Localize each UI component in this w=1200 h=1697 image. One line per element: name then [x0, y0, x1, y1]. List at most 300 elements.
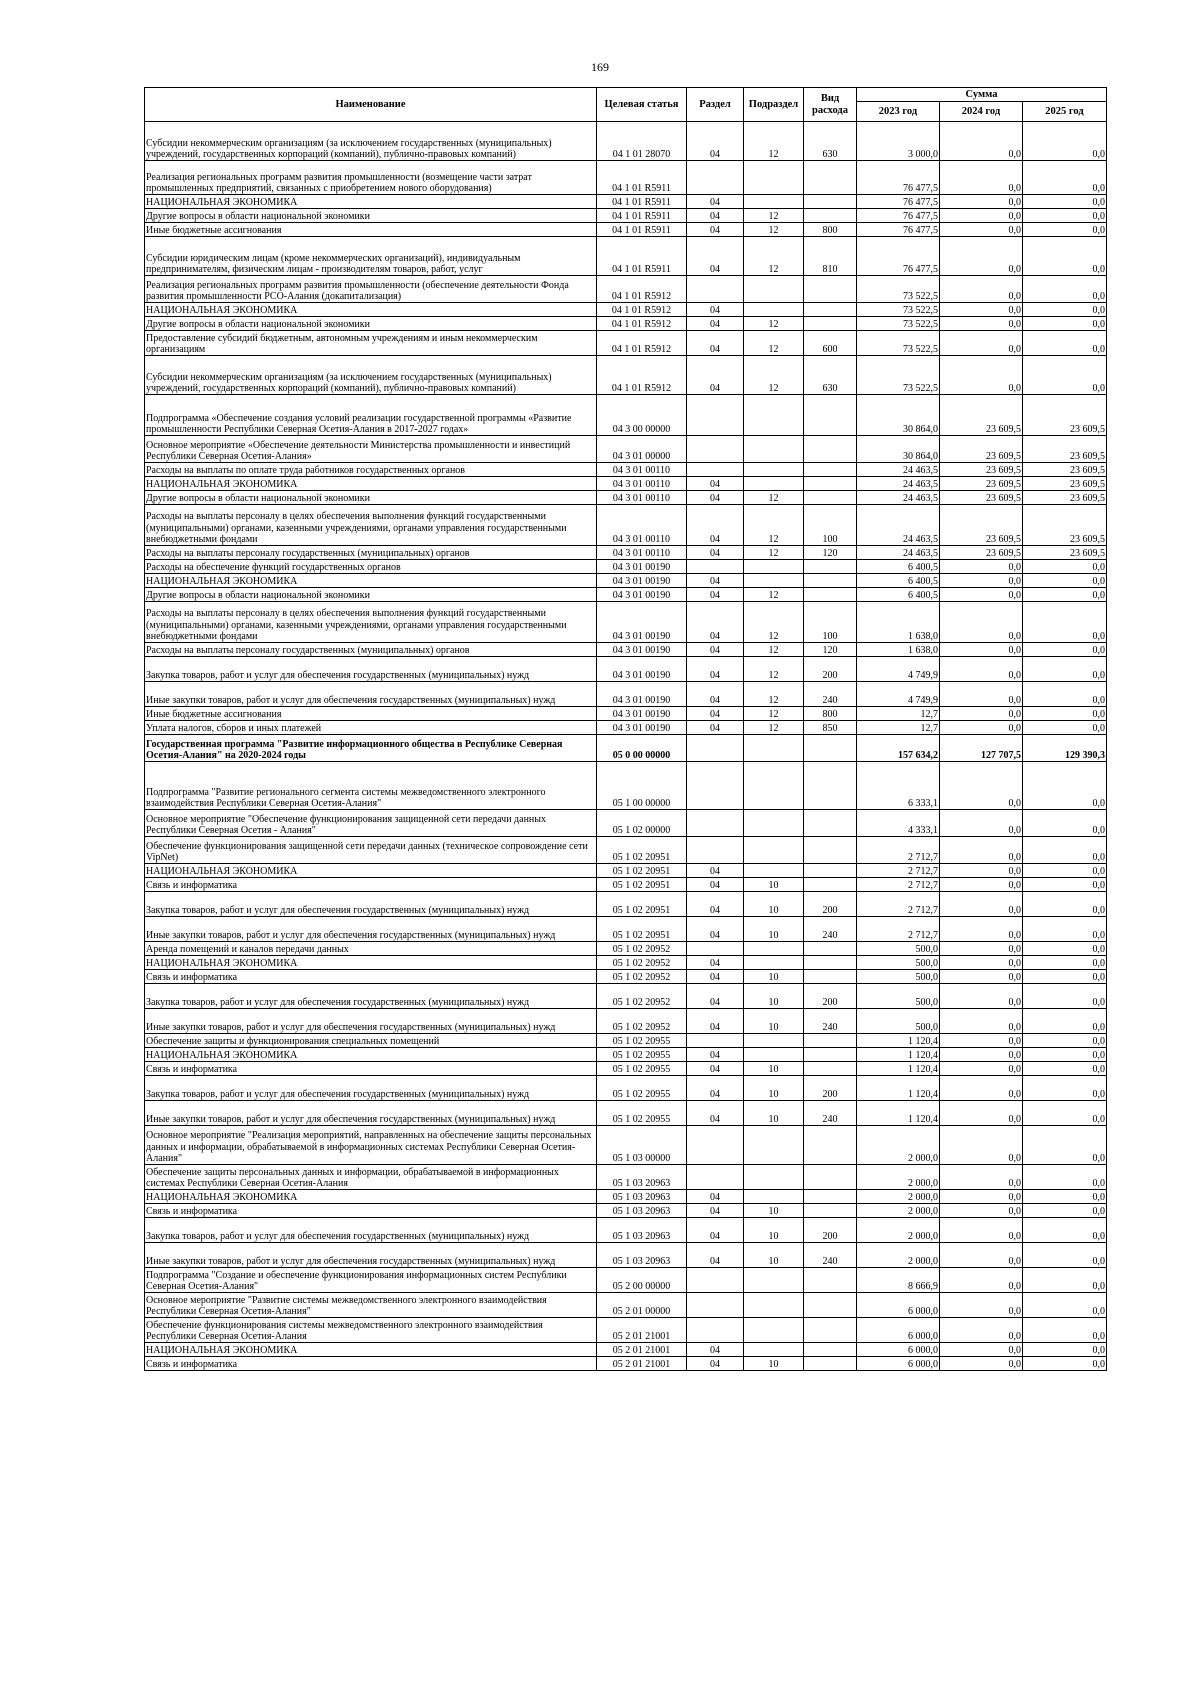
cell-v2023: 6 400,5 — [857, 588, 940, 602]
table-row — [145, 657, 1107, 682]
cell-name: Обеспечение защиты и функционирования специальных помещений — [145, 1034, 597, 1048]
cell-v2024: 0,0 — [940, 303, 1023, 317]
cell-sub: 12 — [744, 682, 804, 707]
cell-v2024: 0,0 — [940, 1062, 1023, 1076]
cell-v2023: 500,0 — [857, 970, 940, 984]
cell-code: 04 1 01 R5912 — [597, 276, 687, 303]
cell-sub: 10 — [744, 984, 804, 1009]
cell-name: Расходы на выплаты по оплате труда работников государственных органов — [145, 463, 597, 477]
cell-kind: 200 — [804, 984, 857, 1009]
cell-sub — [744, 762, 804, 810]
cell-name: Другие вопросы в области национальной экономики — [145, 209, 597, 223]
cell-v2024: 0,0 — [940, 588, 1023, 602]
table-row — [145, 436, 1107, 463]
cell-kind — [804, 1190, 857, 1204]
cell-kind: 810 — [804, 237, 857, 276]
cell-v2024: 0,0 — [940, 864, 1023, 878]
header-sum: Сумма — [857, 88, 1107, 102]
cell-name: Основное мероприятие «Обеспечение деятельности Министерства промышленности и инвестиций Республики Северная Осетия-Алания» — [145, 436, 597, 463]
cell-sub — [744, 864, 804, 878]
cell-kind: 600 — [804, 331, 857, 356]
cell-sub — [744, 1190, 804, 1204]
cell-sub: 12 — [744, 317, 804, 331]
cell-kind — [804, 810, 857, 837]
cell-code: 04 1 01 R5912 — [597, 317, 687, 331]
table-row — [145, 1009, 1107, 1034]
table-row — [145, 395, 1107, 436]
table-row — [145, 956, 1107, 970]
cell-sec — [687, 837, 744, 864]
cell-v2025: 0,0 — [1023, 837, 1107, 864]
cell-code: 05 1 03 20963 — [597, 1165, 687, 1190]
cell-sec: 04 — [687, 505, 744, 546]
cell-v2024: 23 609,5 — [940, 546, 1023, 560]
table-row — [145, 643, 1107, 657]
table-row — [145, 1101, 1107, 1126]
cell-sec: 04 — [687, 491, 744, 505]
cell-v2025: 0,0 — [1023, 721, 1107, 735]
cell-code: 05 1 02 20955 — [597, 1048, 687, 1062]
cell-sec: 04 — [687, 574, 744, 588]
table-row — [145, 970, 1107, 984]
cell-sub — [744, 1048, 804, 1062]
table-row — [145, 735, 1107, 762]
cell-v2024: 127 707,5 — [940, 735, 1023, 762]
cell-v2023: 4 749,9 — [857, 682, 940, 707]
cell-v2025: 0,0 — [1023, 1048, 1107, 1062]
cell-v2023: 24 463,5 — [857, 463, 940, 477]
cell-sub — [744, 395, 804, 436]
table-row — [145, 1126, 1107, 1165]
cell-v2025: 0,0 — [1023, 643, 1107, 657]
cell-name: Обеспечение функционирования системы межведомственного электронного взаимодействия Республики Северная Осетия-Алания — [145, 1318, 597, 1343]
cell-code: 05 1 02 20951 — [597, 917, 687, 942]
table-row — [145, 892, 1107, 917]
cell-v2024: 23 609,5 — [940, 463, 1023, 477]
cell-name: Закупка товаров, работ и услуг для обеспечения государственных (муниципальных) нужд — [145, 1076, 597, 1101]
cell-v2025: 0,0 — [1023, 878, 1107, 892]
cell-name: Основное мероприятие "Обеспечение функционирования защищенной сети передачи данных Республики Северная Осетия - Алания" — [145, 810, 597, 837]
cell-v2024: 0,0 — [940, 1218, 1023, 1243]
cell-v2025: 0,0 — [1023, 588, 1107, 602]
cell-code: 05 1 02 20952 — [597, 956, 687, 970]
cell-v2024: 0,0 — [940, 837, 1023, 864]
cell-code: 05 1 02 20955 — [597, 1062, 687, 1076]
cell-v2025: 0,0 — [1023, 1268, 1107, 1293]
cell-v2024: 0,0 — [940, 1243, 1023, 1268]
cell-kind: 240 — [804, 682, 857, 707]
cell-sec: 04 — [687, 223, 744, 237]
cell-kind: 850 — [804, 721, 857, 735]
cell-sec: 04 — [687, 1190, 744, 1204]
cell-sub — [744, 463, 804, 477]
cell-code: 05 1 02 20951 — [597, 892, 687, 917]
cell-sub — [744, 276, 804, 303]
cell-sec: 04 — [687, 331, 744, 356]
cell-name: Аренда помещений и каналов передачи данных — [145, 942, 597, 956]
cell-kind — [804, 588, 857, 602]
cell-v2025: 0,0 — [1023, 161, 1107, 195]
table-row — [145, 560, 1107, 574]
cell-v2025: 0,0 — [1023, 1034, 1107, 1048]
table-row — [145, 303, 1107, 317]
cell-kind: 120 — [804, 643, 857, 657]
cell-name: НАЦИОНАЛЬНАЯ ЭКОНОМИКА — [145, 1343, 597, 1357]
cell-code: 04 3 01 00110 — [597, 463, 687, 477]
cell-name: Связь и информатика — [145, 878, 597, 892]
cell-v2025: 0,0 — [1023, 657, 1107, 682]
cell-code: 05 1 02 20952 — [597, 970, 687, 984]
cell-sec: 04 — [687, 878, 744, 892]
cell-v2024: 0,0 — [940, 970, 1023, 984]
cell-v2024: 23 609,5 — [940, 477, 1023, 491]
cell-v2025: 129 390,3 — [1023, 735, 1107, 762]
table-row — [145, 942, 1107, 956]
table-row — [145, 505, 1107, 546]
table-row — [145, 223, 1107, 237]
table-row — [145, 1076, 1107, 1101]
cell-code: 05 1 02 20955 — [597, 1101, 687, 1126]
cell-sec — [687, 276, 744, 303]
cell-code: 04 3 01 00190 — [597, 657, 687, 682]
cell-v2025: 0,0 — [1023, 1218, 1107, 1243]
cell-code: 04 1 01 R5911 — [597, 223, 687, 237]
cell-kind — [804, 1204, 857, 1218]
cell-v2024: 0,0 — [940, 1034, 1023, 1048]
cell-v2023: 30 864,0 — [857, 395, 940, 436]
cell-sub — [744, 1165, 804, 1190]
cell-sub: 12 — [744, 721, 804, 735]
cell-kind: 240 — [804, 917, 857, 942]
header-name: Наименование — [145, 88, 597, 122]
cell-v2023: 3 000,0 — [857, 122, 940, 161]
table-row — [145, 1034, 1107, 1048]
cell-sub — [744, 195, 804, 209]
cell-sub: 12 — [744, 546, 804, 560]
table-row — [145, 864, 1107, 878]
header-code: Целевая статья — [597, 88, 687, 122]
cell-name: Подпрограмма "Создание и обеспечение функционирования информационных систем Республики Северная Осетия-Алания" — [145, 1268, 597, 1293]
cell-code: 05 2 01 21001 — [597, 1357, 687, 1371]
cell-sub — [744, 477, 804, 491]
table-row — [145, 195, 1107, 209]
cell-v2025: 0,0 — [1023, 1165, 1107, 1190]
cell-sec: 04 — [687, 237, 744, 276]
cell-kind — [804, 395, 857, 436]
cell-sec: 04 — [687, 602, 744, 643]
cell-v2023: 2 712,7 — [857, 878, 940, 892]
cell-sec: 04 — [687, 317, 744, 331]
cell-name: НАЦИОНАЛЬНАЯ ЭКОНОМИКА — [145, 195, 597, 209]
cell-sec: 04 — [687, 1204, 744, 1218]
cell-code: 05 2 01 21001 — [597, 1343, 687, 1357]
cell-name: Связь и информатика — [145, 970, 597, 984]
cell-v2025: 0,0 — [1023, 917, 1107, 942]
cell-v2025: 0,0 — [1023, 810, 1107, 837]
cell-sec: 04 — [687, 546, 744, 560]
cell-name: Закупка товаров, работ и услуг для обеспечения государственных (муниципальных) нужд — [145, 1218, 597, 1243]
cell-sub: 10 — [744, 1218, 804, 1243]
cell-sub: 12 — [744, 707, 804, 721]
cell-v2023: 6 000,0 — [857, 1318, 940, 1343]
cell-sub — [744, 810, 804, 837]
cell-v2023: 24 463,5 — [857, 505, 940, 546]
cell-sec: 04 — [687, 1357, 744, 1371]
cell-name: Иные закупки товаров, работ и услуг для обеспечения государственных (муниципальных) нужд — [145, 917, 597, 942]
cell-kind — [804, 970, 857, 984]
cell-v2023: 1 120,4 — [857, 1076, 940, 1101]
cell-code: 04 3 01 00190 — [597, 574, 687, 588]
cell-v2025: 0,0 — [1023, 602, 1107, 643]
cell-v2025: 0,0 — [1023, 1343, 1107, 1357]
cell-sec — [687, 762, 744, 810]
cell-v2023: 500,0 — [857, 942, 940, 956]
cell-sec: 04 — [687, 477, 744, 491]
cell-v2024: 0,0 — [940, 956, 1023, 970]
cell-sec — [687, 810, 744, 837]
cell-sub: 12 — [744, 237, 804, 276]
cell-v2024: 0,0 — [940, 942, 1023, 956]
cell-sub — [744, 837, 804, 864]
cell-sub: 10 — [744, 1204, 804, 1218]
cell-code: 04 1 01 R5911 — [597, 195, 687, 209]
cell-code: 05 1 02 20951 — [597, 878, 687, 892]
cell-v2025: 0,0 — [1023, 1243, 1107, 1268]
cell-v2023: 500,0 — [857, 956, 940, 970]
cell-v2023: 76 477,5 — [857, 209, 940, 223]
cell-v2024: 0,0 — [940, 574, 1023, 588]
cell-sub: 10 — [744, 917, 804, 942]
cell-kind — [804, 477, 857, 491]
cell-v2024: 0,0 — [940, 1343, 1023, 1357]
cell-v2023: 6 000,0 — [857, 1293, 940, 1318]
cell-v2023: 24 463,5 — [857, 491, 940, 505]
cell-v2025: 0,0 — [1023, 864, 1107, 878]
cell-name: Связь и информатика — [145, 1062, 597, 1076]
cell-sub: 10 — [744, 892, 804, 917]
cell-v2023: 12,7 — [857, 721, 940, 735]
cell-name: Расходы на выплаты персоналу государственных (муниципальных) органов — [145, 643, 597, 657]
cell-kind — [804, 303, 857, 317]
table-body — [145, 122, 1107, 1371]
cell-kind: 240 — [804, 1243, 857, 1268]
cell-sec: 04 — [687, 356, 744, 395]
cell-sub: 10 — [744, 1062, 804, 1076]
cell-v2023: 6 000,0 — [857, 1343, 940, 1357]
table-row — [145, 237, 1107, 276]
cell-code: 05 2 01 21001 — [597, 1318, 687, 1343]
cell-sec: 04 — [687, 917, 744, 942]
cell-sec: 04 — [687, 195, 744, 209]
cell-v2023: 1 120,4 — [857, 1048, 940, 1062]
cell-v2025: 23 609,5 — [1023, 477, 1107, 491]
cell-v2023: 1 120,4 — [857, 1101, 940, 1126]
cell-sub — [744, 1126, 804, 1165]
cell-code: 05 2 01 00000 — [597, 1293, 687, 1318]
cell-sub: 10 — [744, 1009, 804, 1034]
cell-v2025: 0,0 — [1023, 1357, 1107, 1371]
cell-v2024: 0,0 — [940, 892, 1023, 917]
cell-kind — [804, 436, 857, 463]
cell-code: 05 1 02 20955 — [597, 1034, 687, 1048]
cell-kind — [804, 1293, 857, 1318]
cell-name: Субсидии юридическим лицам (кроме некоммерческих организаций), индивидуальным предпринимателям, физическим лицам - производителям товаров, работ, услуг — [145, 237, 597, 276]
cell-kind — [804, 1357, 857, 1371]
cell-sub: 12 — [744, 505, 804, 546]
cell-sec: 04 — [687, 707, 744, 721]
cell-v2023: 4 333,1 — [857, 810, 940, 837]
cell-kind — [804, 1034, 857, 1048]
cell-v2024: 0,0 — [940, 1268, 1023, 1293]
cell-v2023: 30 864,0 — [857, 436, 940, 463]
cell-kind: 120 — [804, 546, 857, 560]
cell-v2024: 23 609,5 — [940, 436, 1023, 463]
cell-sec — [687, 1293, 744, 1318]
table-row — [145, 1243, 1107, 1268]
table-row — [145, 1218, 1107, 1243]
cell-kind — [804, 317, 857, 331]
table-row — [145, 984, 1107, 1009]
cell-kind: 100 — [804, 505, 857, 546]
cell-v2025: 0,0 — [1023, 956, 1107, 970]
cell-name: НАЦИОНАЛЬНАЯ ЭКОНОМИКА — [145, 303, 597, 317]
cell-sub: 10 — [744, 970, 804, 984]
cell-sub: 12 — [744, 602, 804, 643]
cell-kind: 240 — [804, 1009, 857, 1034]
cell-sub — [744, 1318, 804, 1343]
cell-name: Государственная программа "Развитие информационного общества в Республике Северная Осетия-Алания" на 2020-2024 годы — [145, 735, 597, 762]
cell-sub: 12 — [744, 331, 804, 356]
cell-sec: 04 — [687, 1076, 744, 1101]
table-row — [145, 1190, 1107, 1204]
cell-v2023: 2 712,7 — [857, 892, 940, 917]
cell-v2023: 2 000,0 — [857, 1126, 940, 1165]
cell-sub — [744, 574, 804, 588]
cell-sec: 04 — [687, 682, 744, 707]
cell-kind — [804, 942, 857, 956]
table-row — [145, 762, 1107, 810]
cell-name: Субсидии некоммерческим организациям (за исключением государственных (муниципальных) учреждений, государственных корпораций (компаний), публично-правовых компаний) — [145, 356, 597, 395]
cell-v2024: 0,0 — [940, 331, 1023, 356]
cell-v2025: 0,0 — [1023, 560, 1107, 574]
cell-sub — [744, 1293, 804, 1318]
cell-v2024: 0,0 — [940, 643, 1023, 657]
cell-name: Основное мероприятие "Реализация мероприятий, направленных на обеспечение защиты персональных данных и информации, обрабатываемой в информационных системах Республики Северная Осетия-Алания" — [145, 1126, 597, 1165]
table-header — [145, 88, 1107, 122]
cell-name: Реализация региональных программ развития промышленности (обеспечение деятельности Фонда развития промышленности РСО-Алания (докапитализация) — [145, 276, 597, 303]
cell-sub — [744, 436, 804, 463]
cell-sec: 04 — [687, 1343, 744, 1357]
cell-sub — [744, 956, 804, 970]
table-row — [145, 810, 1107, 837]
cell-v2024: 0,0 — [940, 223, 1023, 237]
table-row — [145, 1204, 1107, 1218]
cell-name: Расходы на выплаты персоналу государственных (муниципальных) органов — [145, 546, 597, 560]
cell-v2023: 73 522,5 — [857, 303, 940, 317]
cell-v2023: 500,0 — [857, 1009, 940, 1034]
cell-code: 04 3 01 00110 — [597, 477, 687, 491]
cell-code: 04 1 01 R5911 — [597, 209, 687, 223]
cell-v2024: 0,0 — [940, 657, 1023, 682]
cell-v2025: 0,0 — [1023, 1190, 1107, 1204]
cell-v2024: 0,0 — [940, 560, 1023, 574]
cell-v2024: 0,0 — [940, 122, 1023, 161]
cell-kind — [804, 209, 857, 223]
cell-sub — [744, 161, 804, 195]
cell-name: Подпрограмма «Обеспечение создания условий реализации государственной программы «Развитие промышленности Республики Северная Осетия-Алания в 2017-2027 годах» — [145, 395, 597, 436]
cell-v2023: 500,0 — [857, 984, 940, 1009]
cell-code: 05 1 03 20963 — [597, 1218, 687, 1243]
cell-name: Другие вопросы в области национальной экономики — [145, 317, 597, 331]
cell-sub — [744, 560, 804, 574]
table-row — [145, 588, 1107, 602]
header-2024: 2024 год — [940, 102, 1023, 122]
cell-v2025: 0,0 — [1023, 1293, 1107, 1318]
table-row — [145, 276, 1107, 303]
table-row — [145, 331, 1107, 356]
cell-v2024: 0,0 — [940, 356, 1023, 395]
cell-kind — [804, 1126, 857, 1165]
cell-v2024: 0,0 — [940, 1126, 1023, 1165]
cell-v2024: 0,0 — [940, 1190, 1023, 1204]
cell-v2023: 2 000,0 — [857, 1165, 940, 1190]
cell-v2025: 0,0 — [1023, 237, 1107, 276]
cell-v2024: 0,0 — [940, 810, 1023, 837]
cell-code: 05 2 00 00000 — [597, 1268, 687, 1293]
cell-v2025: 0,0 — [1023, 984, 1107, 1009]
cell-name: Расходы на выплаты персоналу в целях обеспечения выполнения функций государственными (муниципальными) органами, казенными учреждениями, органами управления государственными внебюджетными фондами — [145, 602, 597, 643]
cell-sec: 04 — [687, 303, 744, 317]
table-row — [145, 161, 1107, 195]
cell-v2023: 6 000,0 — [857, 1357, 940, 1371]
table-row — [145, 574, 1107, 588]
cell-v2025: 0,0 — [1023, 970, 1107, 984]
cell-v2025: 0,0 — [1023, 209, 1107, 223]
cell-v2024: 0,0 — [940, 682, 1023, 707]
cell-sub: 12 — [744, 643, 804, 657]
cell-kind — [804, 574, 857, 588]
cell-v2025: 0,0 — [1023, 276, 1107, 303]
table-row — [145, 1062, 1107, 1076]
cell-sub: 10 — [744, 1243, 804, 1268]
cell-sub: 12 — [744, 122, 804, 161]
cell-code: 04 3 01 00110 — [597, 505, 687, 546]
cell-v2024: 0,0 — [940, 1318, 1023, 1343]
cell-v2023: 6 400,5 — [857, 574, 940, 588]
cell-v2024: 0,0 — [940, 602, 1023, 643]
cell-v2024: 0,0 — [940, 707, 1023, 721]
cell-sec — [687, 1126, 744, 1165]
cell-sec — [687, 1318, 744, 1343]
table-row — [145, 837, 1107, 864]
cell-name: Иные закупки товаров, работ и услуг для обеспечения государственных (муниципальных) нужд — [145, 1243, 597, 1268]
cell-code: 04 3 01 00000 — [597, 436, 687, 463]
cell-sec — [687, 560, 744, 574]
cell-v2023: 2 000,0 — [857, 1190, 940, 1204]
cell-kind — [804, 837, 857, 864]
cell-kind — [804, 956, 857, 970]
cell-sec: 04 — [687, 956, 744, 970]
cell-name: НАЦИОНАЛЬНАЯ ЭКОНОМИКА — [145, 574, 597, 588]
cell-sec — [687, 735, 744, 762]
cell-kind: 200 — [804, 1218, 857, 1243]
table-row — [145, 707, 1107, 721]
cell-v2025: 0,0 — [1023, 1204, 1107, 1218]
cell-name: Обеспечение функционирования защищенной сети передачи данных (техническое сопровождение сети VipNet) — [145, 837, 597, 864]
cell-code: 05 1 02 20955 — [597, 1076, 687, 1101]
cell-sec — [687, 1165, 744, 1190]
cell-sec: 04 — [687, 984, 744, 1009]
